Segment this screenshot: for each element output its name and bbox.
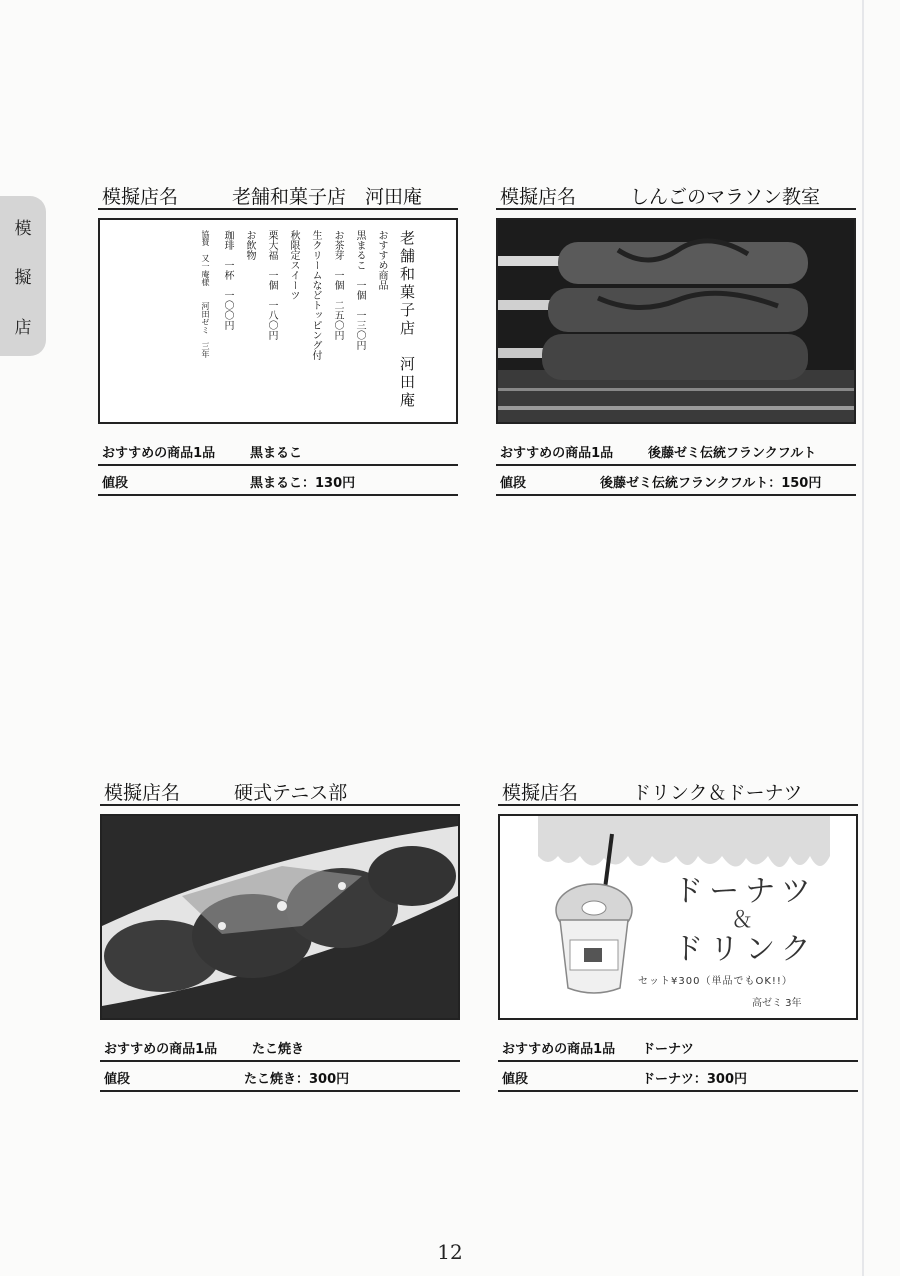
price-row: [98, 474, 458, 496]
menu-line: お茶芽 一個 二五〇円: [332, 230, 343, 340]
price-row: [498, 1070, 858, 1092]
poster-line1: ドーナツ: [673, 874, 817, 909]
menu-line: 珈琲 一杯 一〇〇円: [222, 230, 233, 330]
store-label: 模擬店名: [500, 186, 577, 208]
menu-line: 協賛 又一庵様 河田ゼミ 三年: [201, 230, 210, 358]
poster-line2: ドリンク: [673, 932, 817, 967]
recommend-row: [498, 1040, 858, 1062]
recommend-value: 後藤ゼミ伝統フランクフルト: [648, 446, 817, 461]
store-label: 模擬店名: [104, 782, 181, 804]
menu-line: 黒まるこ 一個 一三〇円: [354, 230, 365, 350]
shop-header: [498, 778, 858, 806]
menu-line: おすすめ商品: [376, 230, 387, 290]
donut-poster: [498, 814, 858, 1020]
price-value: たこ焼き：300円: [244, 1072, 350, 1087]
shop-card: [98, 182, 458, 496]
recommend-row: [100, 1040, 460, 1062]
store-label: 模擬店名: [502, 782, 579, 804]
recommend-value: たこ焼き: [252, 1042, 305, 1057]
takoyaki-photo-art: [102, 816, 458, 1018]
store-label: 模擬店名: [102, 186, 179, 208]
recommend-value: ドーナツ: [642, 1042, 694, 1057]
price-row: [100, 1070, 460, 1092]
price-label: 値段: [104, 1072, 131, 1087]
poster-title: [650, 874, 840, 968]
menu-title: 老舗和菓子店 河田庵: [398, 230, 416, 410]
menu-line: 生クリームなどトッピング付: [310, 230, 321, 360]
recommend-label: おすすめの商品1品: [102, 446, 216, 461]
recommend-label: おすすめの商品1品: [502, 1042, 616, 1057]
shop-header: [100, 778, 460, 806]
shop-card: [100, 778, 460, 1092]
side-tab-char: 店: [14, 317, 32, 338]
shop-name: 老舗和菓子店 河田庵: [232, 186, 423, 208]
price-row: [496, 474, 856, 496]
recommend-label: おすすめの商品1品: [500, 446, 614, 461]
page-number: 12: [437, 1240, 463, 1264]
side-tab-char: 擬: [14, 268, 32, 289]
vertical-menu: [194, 230, 422, 418]
price-value: ドーナツ：300円: [642, 1072, 748, 1087]
shop-name: ドリンク＆ドーナツ: [632, 782, 803, 804]
poster-author: 高ゼミ 3年: [752, 998, 802, 1009]
price-label: 値段: [502, 1072, 529, 1087]
takoyaki-photo: [100, 814, 460, 1020]
poster-set-price: セット¥300（単品でもOK!!）: [638, 976, 793, 987]
menu-image: [98, 218, 458, 424]
page-edge-line: [862, 0, 864, 1276]
side-tab: [0, 196, 46, 356]
price-label: 値段: [500, 476, 527, 491]
side-tab-char: 模: [14, 219, 32, 240]
recommend-label: おすすめの商品1品: [104, 1042, 218, 1057]
shop-card: [498, 778, 858, 1092]
shop-name: しんごのマラソン教室: [630, 186, 821, 208]
price-label: 値段: [102, 476, 129, 491]
shop-card: [496, 182, 856, 496]
sausage-photo: [496, 218, 856, 424]
menu-line: お飲物: [244, 230, 255, 260]
poster-amp: ＆: [730, 908, 759, 933]
recommend-row: [496, 444, 856, 466]
recommend-value: 黒まるこ: [250, 446, 303, 461]
shop-header: [496, 182, 856, 210]
shop-header: [98, 182, 458, 210]
menu-line: 秋限定スイーツ: [288, 230, 299, 300]
recommend-row: [98, 444, 458, 466]
price-value: 黒まるこ：130円: [250, 476, 356, 491]
shop-name: 硬式テニス部: [234, 782, 348, 804]
sausage-photo-art: [498, 220, 854, 422]
menu-line: 栗大福 一個 一八〇円: [266, 230, 277, 340]
price-value: 後藤ゼミ伝統フランクフルト：150円: [600, 476, 822, 491]
